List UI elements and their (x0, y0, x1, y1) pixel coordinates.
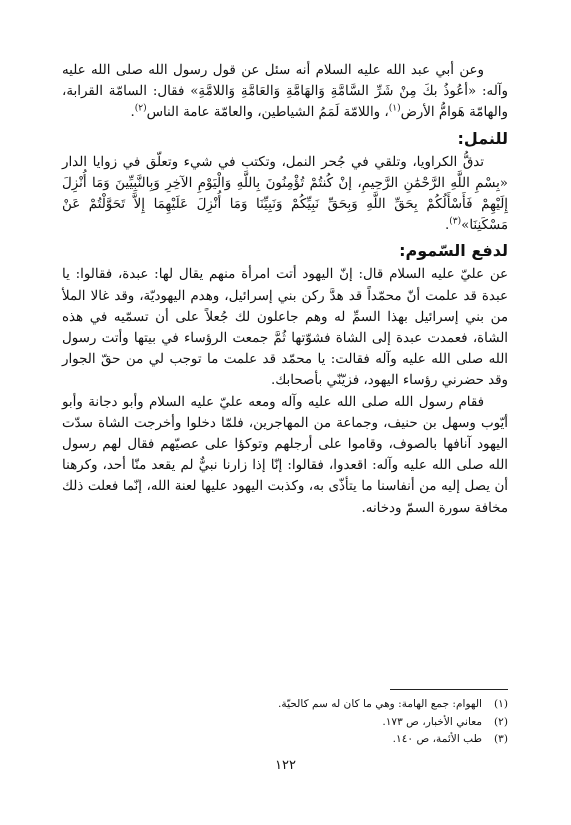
footnote-1: (١)الهوام: جمع الهامة: وهي ما كان له سم كالحيّة. (278, 698, 508, 710)
footnote-ref-2[interactable]: (٢) (134, 103, 147, 114)
paragraph-ants: تدقُّ الكراويا، وتلقي في جُحر النمل، وتكتب في شيء وتعلّق في زوايا الدار «بِسْمِ اللَّهِ الرَّحْمَٰنِ الرَّحِيمِ، إنْ كُنتُمْ تُؤْمِنُونَ بِاللَّهِ وَالْيَوْمِ الآخِرِ وَبِالنَّبِيِّينَ وَمَا أُنْزِلَ إِلَيْهِمْ فَأَسْأَلُكُمْ بِحَقِّ اللَّهِ وَبِحَقِّ نَبِيِّكُمْ وَنَبِيِّنَا وَمَا أُنْزِلَ عَلَيْهِمَا إِلاَّ تَحَوَّلْتُمْ عَنْ مَسْكَنِنَا»$^{(٣)}$. (62, 154, 508, 234)
footnote-3: (٣)طب الأئمة، ص ١٤٠. (392, 733, 508, 745)
footnote-divider (390, 689, 508, 690)
main-text (62, 60, 508, 519)
heading-ants: للنمل: (457, 128, 508, 148)
paragraph-poison-story: عن عليّ عليه السلام قال: إنّ اليهود أتت امرأة منهم يقال لها: عبدة، فقالوا: يا عبدة قد علمت أنّ محمّداً قد هدَّ ركن بني إسرائيل، وهدم اليهوديّة، وقد غالا الملأ من بني إسرائيل بهذا السمِّ له وهم جاعلون لك جُعلاً على أن تسمّيه في هذه الشاة، فعمدت عبدة إلى الشاة فشوّتها ثُمَّ جمعت الرؤساء في بيتها وأتت رسول الله صلى الله عليه وآله فقالت: يا محمّد قد علمت ما توجب لي من حقّ الجوار وقد حضرني رؤساء اليهود، فزيّنّي بأصحابك. (62, 267, 508, 389)
footnotes (62, 696, 508, 749)
footnote-2: (٢)معاني الأخبار، ص ١٧٣. (382, 715, 508, 728)
heading-poison: لدفع السّموم: (399, 241, 508, 261)
footnote-ref-3[interactable]: (٣) (449, 216, 462, 227)
footnote-ref-1[interactable]: (١) (388, 103, 401, 114)
paragraph-hadith-evil: وعن أبي عبد الله عليه السلام أنه سئل عن قول رسول الله صلى الله عليه وآله: «أعُوذُ بكَ مِنْ شَرِّ السَّامَّةِ وَالهَامَّةِ وَالعَامَّةِ وَاللامَّةِ» فقال: السامّة القرابة، والهامّة هَوامُّ الأرض$^{(١)}$، واللامّة لَمَمُ الشياطين، والعامّة عامة الناس$^{(٢)}$. (62, 63, 508, 121)
paragraph-poison-story-continued: فقام رسول الله صلى الله عليه وآله ومعه عليّ عليه السلام وأبو دجانة وأبو أيّوب وسهل بن حنيف، وجماعة من المهاجرين، فلمّا دخلوا وأخرجت الشاة سدّت اليهود آنافها بالصوف، وقاموا على أرجلهم وتوكؤا على عصيّهم فقال لهم رسول الله صلى الله عليه وآله: اقعدوا، فقالوا: إنّا إذا زارنا نبيٌّ لم يقعد منّا أحد، وكرهنا أن يصل إليه من أنفاسنا ما يتأذّى به، وكذبت اليهود عليها لعنة الله، إنّما فعلت ذلك مخافة سورة السمّ ودخانه. (62, 394, 508, 516)
page-number: ١٢٢ (275, 758, 296, 773)
